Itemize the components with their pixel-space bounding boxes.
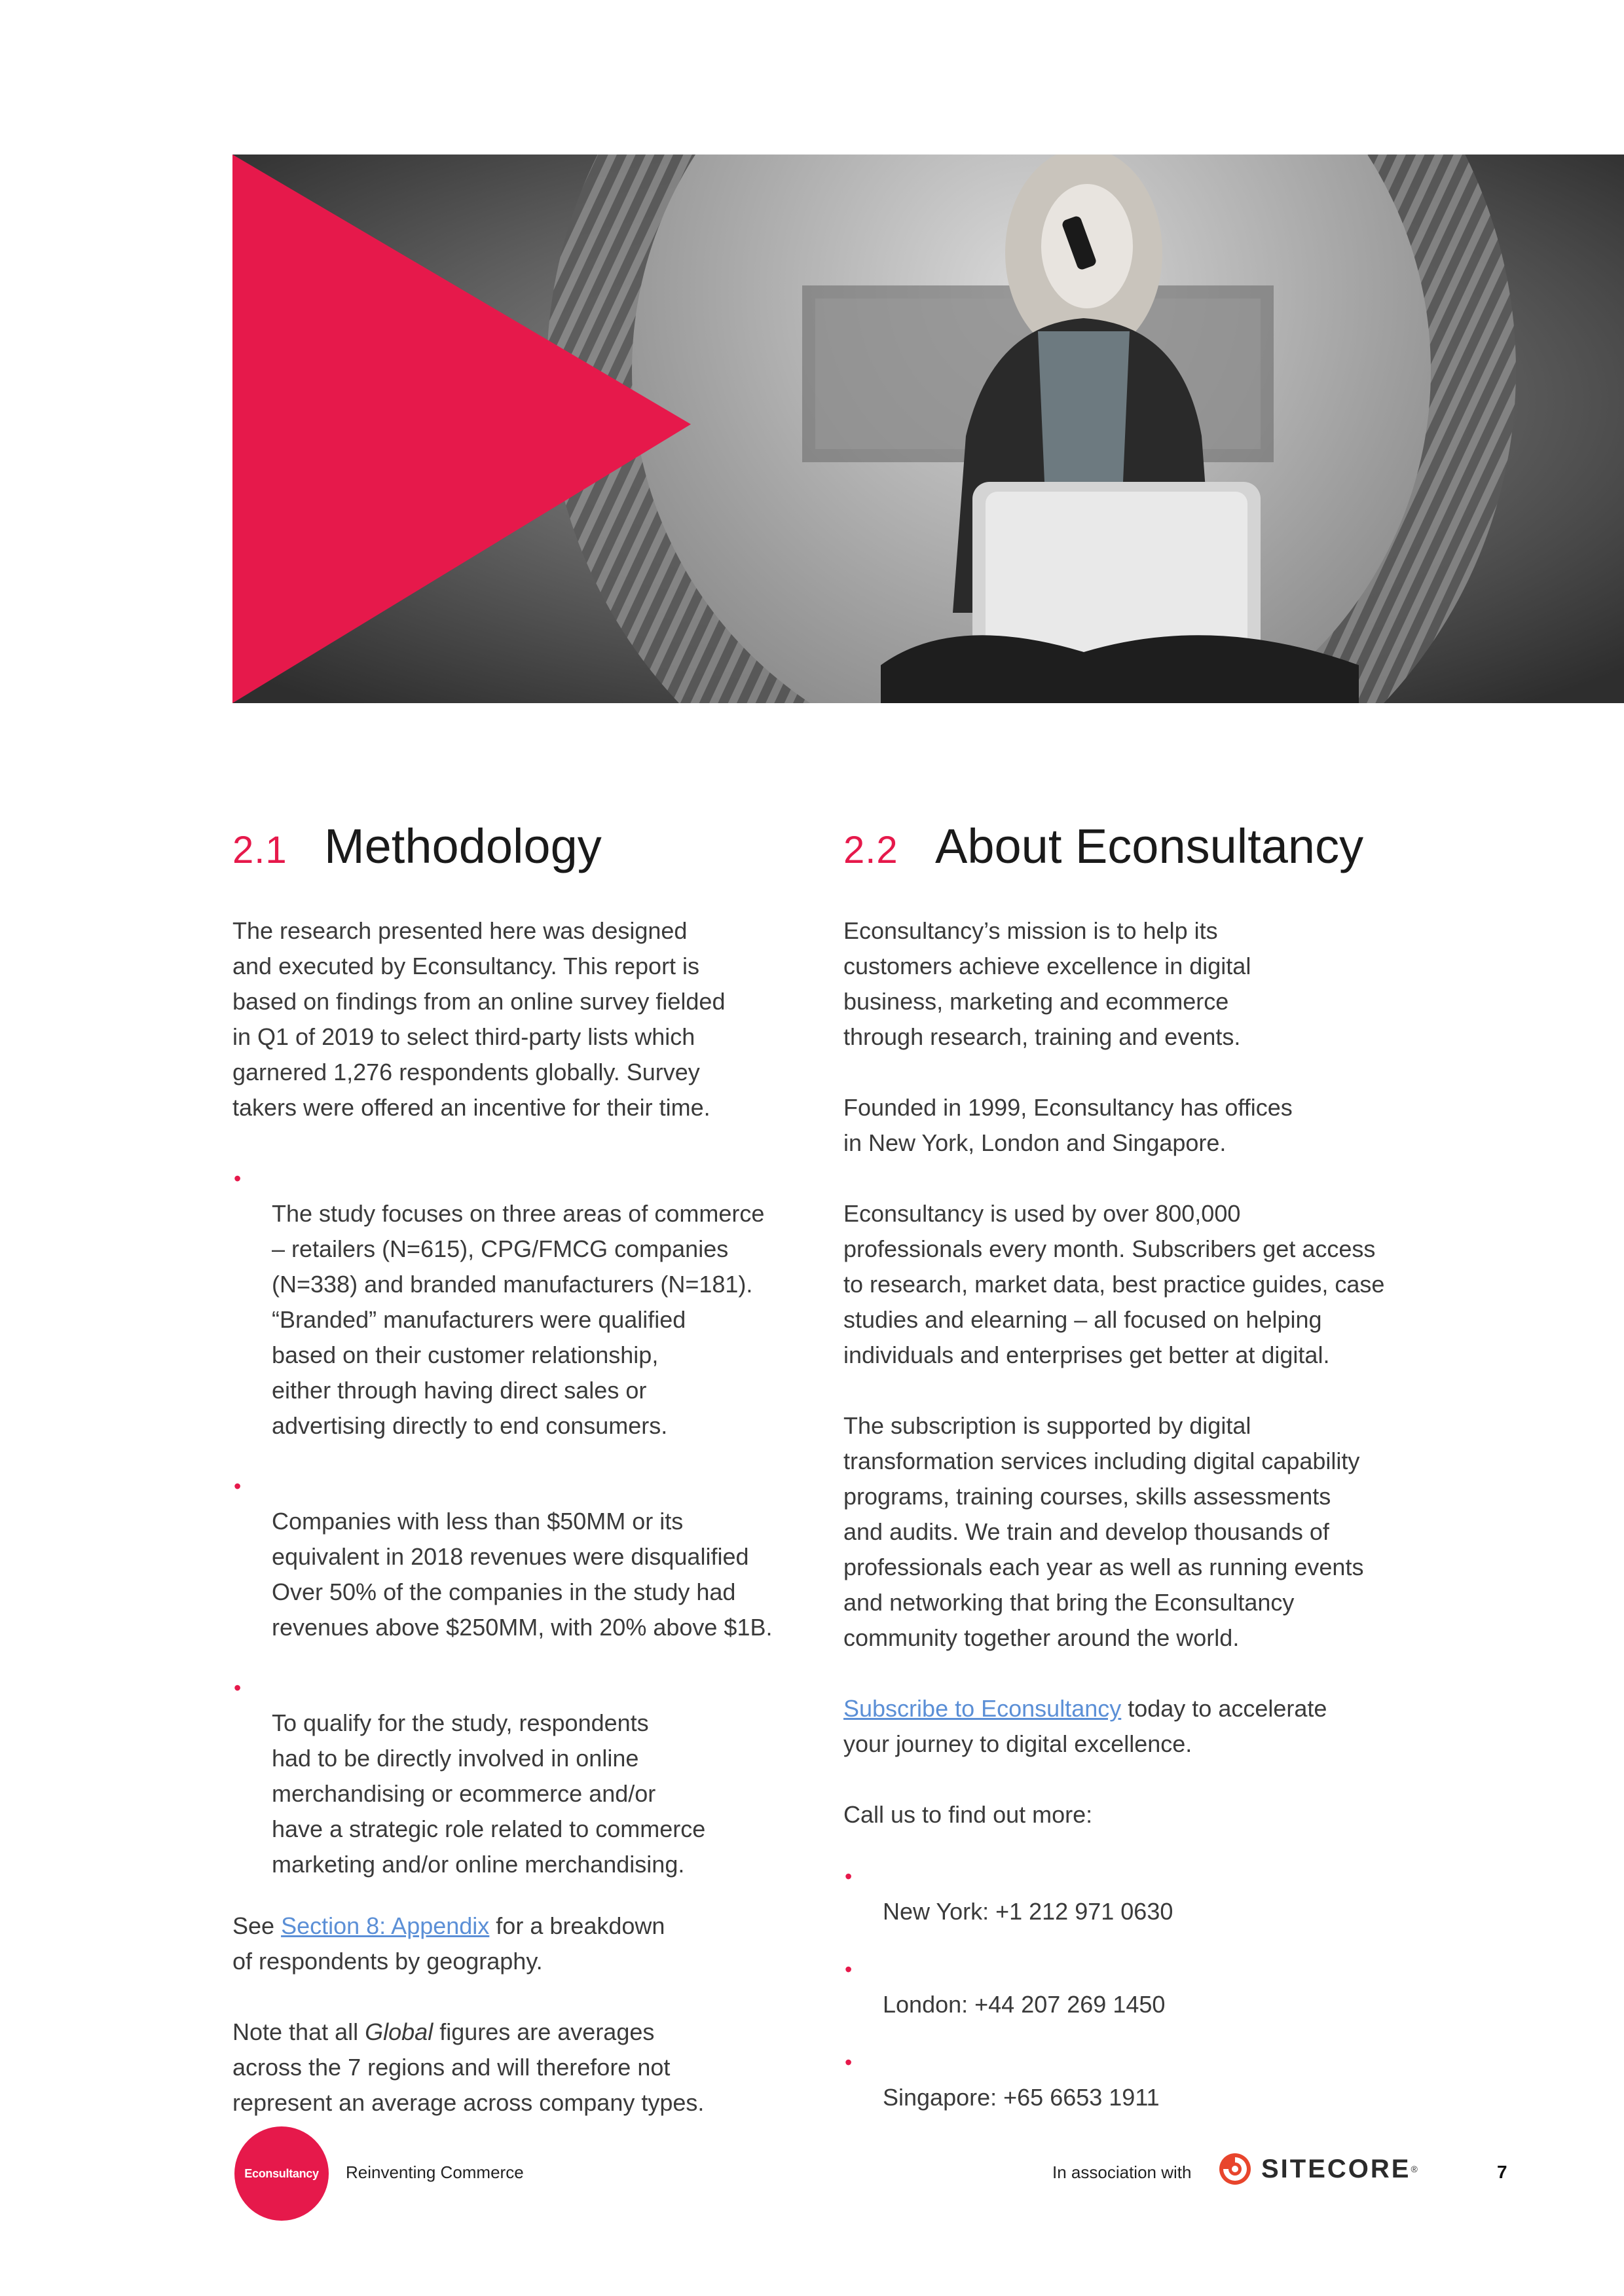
subscribe-link[interactable]: Subscribe to Econsultancy xyxy=(843,1695,1122,1722)
methodology-intro: The research presented here was designed and executed by Econsultancy. This report is based on findings from an online survey fielded in Q1 of 2019 to select third-party lists which garnered 1,276 respondents globally. Survey takers were offered an incentive for their time. xyxy=(232,917,726,1121)
contact-new-york: New York: +1 212 971 0630 xyxy=(883,1898,1173,1925)
list-item xyxy=(843,1859,1407,1929)
text: for a breakdown of respondents by geography. xyxy=(232,1912,665,1975)
hero-image xyxy=(232,155,1624,703)
bullet-icon: • xyxy=(234,1474,242,1498)
about-mission: Econsultancy’s mission is to help its customers achieve excellence in digital business, marketing and ecommerce through research, training and events. xyxy=(843,917,1251,1050)
bullet-text: Companies with less than $50MM or its equivalent in 2018 revenues were disqualified Over 50% of the companies in the study had revenues above $250MM, with 20% above $1B. xyxy=(272,1508,773,1641)
section-title: About Econsultancy xyxy=(935,819,1364,873)
bullet-icon: • xyxy=(234,1167,242,1190)
footer-association: In association with xyxy=(1052,2162,1192,2182)
appendix-link[interactable]: Section 8: Appendix xyxy=(281,1912,490,1939)
list-item xyxy=(232,1670,796,1882)
bullet-icon: • xyxy=(845,1865,853,1888)
sitecore-swirl-icon xyxy=(1218,2152,1252,2186)
section-number: 2.1 xyxy=(232,829,287,871)
photo-woman-on-phone-icon xyxy=(232,155,1624,703)
about-subscription: The subscription is supported by digital transformation services including digital capability programs, training courses, skills assessments and audits. We train and develop thousands of professionals each year as well as running events and networking that bring the Econsultancy community together around the world. xyxy=(843,1412,1364,1651)
list-item xyxy=(843,2045,1407,2115)
list-item xyxy=(232,1468,796,1645)
contact-singapore: Singapore: +65 6653 1911 xyxy=(883,2084,1160,2111)
contact-london: London: +44 207 269 1450 xyxy=(883,1991,1166,2018)
emphasis: Global xyxy=(365,2018,434,2045)
registered-mark: ® xyxy=(1411,2164,1418,2174)
section-number: 2.2 xyxy=(843,829,898,871)
about-heading xyxy=(843,818,1407,874)
appendix-reference xyxy=(232,1908,796,1979)
bullet-icon: • xyxy=(845,1958,853,1981)
sitecore-wordmark: SITECORE xyxy=(1261,2154,1411,2183)
list-item xyxy=(843,1952,1407,2022)
logo-text: Econsultancy xyxy=(244,2166,319,2180)
bullet-icon: • xyxy=(234,1676,242,1700)
about-section xyxy=(843,818,1407,2141)
methodology-bullets xyxy=(232,1161,796,1882)
methodology-section xyxy=(232,818,796,2156)
footer-tagline: Reinventing Commerce xyxy=(346,2162,524,2182)
text: today to accelerate your journey to digital excellence. xyxy=(843,1695,1327,1757)
contact-list xyxy=(843,1859,1407,2115)
text: figures are averages across the 7 regions and will therefore not represent an average across company types. xyxy=(232,2018,705,2116)
about-founded: Founded in 1999, Econsultancy has offices in New York, London and Singapore. xyxy=(843,1094,1293,1156)
list-item xyxy=(232,1161,796,1444)
econsultancy-logo xyxy=(234,2126,329,2221)
subscribe-paragraph xyxy=(843,1691,1407,1762)
sitecore-logo xyxy=(1218,2152,1418,2186)
bullet-icon: • xyxy=(845,2050,853,2074)
section-title: Methodology xyxy=(324,819,602,873)
page-number: 7 xyxy=(1497,2162,1507,2182)
text: Note that all xyxy=(232,2018,365,2045)
global-note xyxy=(232,2014,796,2121)
call-us: Call us to find out more: xyxy=(843,1801,1093,1828)
bullet-text: The study focuses on three areas of commerce – retailers (N=615), CPG/FMCG companies (N=338) and branded manufacturers (N=181). “Branded” manufacturers were qualified based on their customer relationship, either through having direct sales or advertising directly to end consumers. xyxy=(272,1200,765,1439)
about-users: Econsultancy is used by over 800,000 professionals every month. Subscribers get access to research, market data, best practice guides, case studies and elearning – all focused on helping individuals and enterprises get better at digital. xyxy=(843,1200,1385,1368)
methodology-heading xyxy=(232,818,796,874)
text: See xyxy=(232,1912,282,1939)
bullet-text: To qualify for the study, respondents had to be directly involved in online merchandising or ecommerce and/or have a strategic role related to commerce marketing and/or online merchandising. xyxy=(272,1709,706,1878)
